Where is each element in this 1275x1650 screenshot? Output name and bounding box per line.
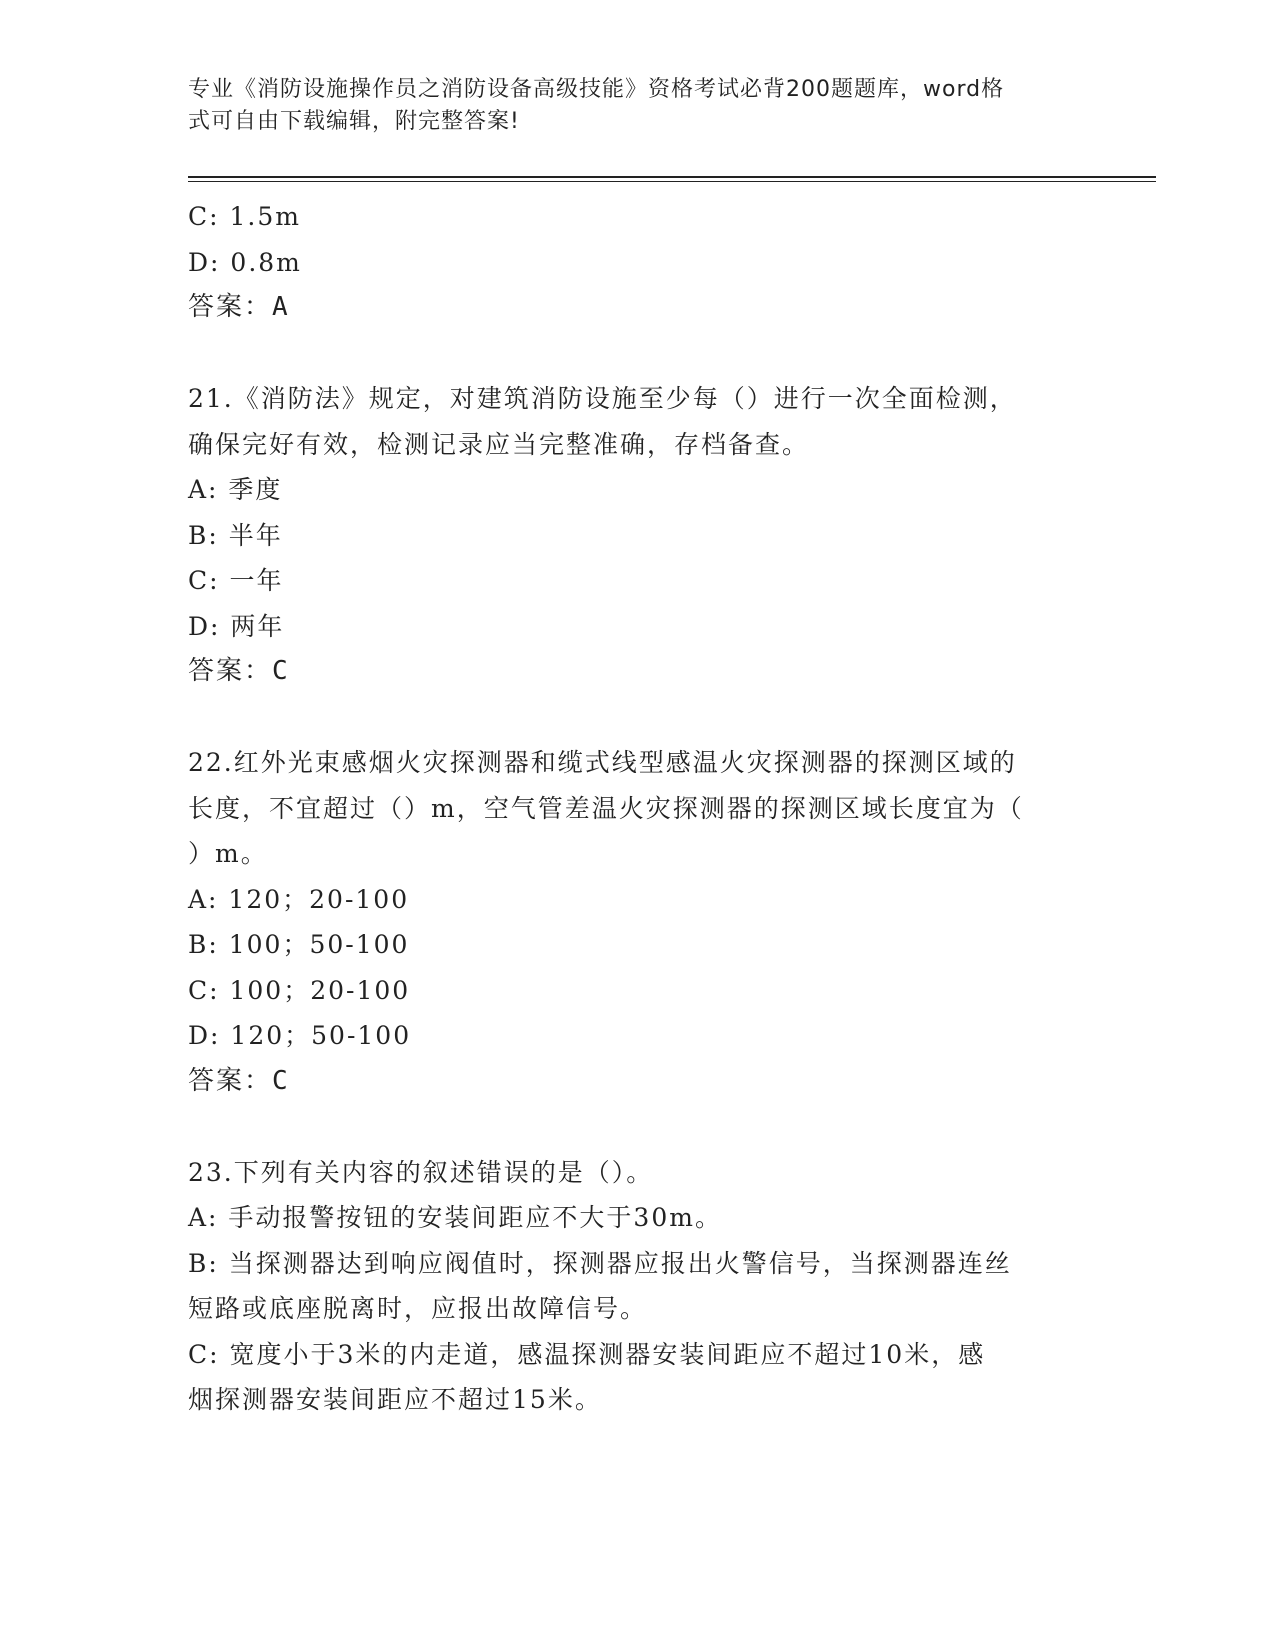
header-line-2: 式可自由下载编辑，附完整答案! — [188, 109, 520, 134]
option-b-continued: 短路或底座脱离时，应报出故障信号。 — [188, 1294, 648, 1323]
question-23 — [188, 1150, 1088, 1423]
option-c: C: 一年 — [188, 566, 284, 595]
page-header — [188, 74, 1068, 138]
question-stem: 21.《消防法》规定，对建筑消防设施至少每（）进行一次全面检测， — [188, 384, 1017, 413]
option-b: B: 当探测器达到响应阀值时，探测器应报出火警信号，当探测器连丝 — [188, 1248, 1012, 1278]
option-c: C: 1.5m — [188, 202, 301, 231]
header-line-1: 专业《消防设施操作员之消防设备高级技能》资格考试必背200题题库，word格 — [188, 77, 1005, 102]
question-21 — [188, 376, 1088, 695]
option-a: A: 120；20-100 — [188, 884, 410, 914]
answer-line: 答案：A — [188, 292, 290, 322]
answer-line: 答案：C — [188, 656, 290, 686]
question-stem: ）m。 — [188, 839, 268, 868]
option-a: A: 手动报警按钮的安装间距应不大于30m。 — [188, 1203, 722, 1232]
question-stem: 确保完好有效，检测记录应当完整准确，存档备查。 — [188, 429, 810, 459]
document-body — [188, 194, 1088, 1423]
option-c: C: 宽度小于3米的内走道，感温探测器安装间距应不超过10米，感 — [188, 1339, 986, 1369]
option-a: A: 季度 — [188, 475, 283, 504]
spacer — [188, 331, 1088, 377]
question-22 — [188, 740, 1088, 1104]
option-c: C: 100；20-100 — [188, 975, 411, 1005]
option-b: B: 100；50-100 — [188, 930, 410, 959]
option-d: D: 两年 — [188, 611, 285, 641]
answer-line: 答案：C — [188, 1065, 290, 1096]
option-d: D: 0.8m — [188, 247, 302, 277]
spacer — [188, 1104, 1088, 1150]
option-b: B: 半年 — [188, 520, 283, 550]
question-stem: 23.下列有关内容的叙述错误的是（）。 — [188, 1157, 654, 1187]
option-d: D: 120；50-100 — [188, 1021, 412, 1050]
option-c-continued: 烟探测器安装间距应不超过15米。 — [188, 1385, 602, 1414]
spacer — [188, 695, 1088, 741]
question-stem: 长度，不宜超过（）m，空气管差温火灾探测器的探测区域长度宜为（ — [188, 793, 1024, 823]
prev-question-tail — [188, 194, 1088, 331]
header-divider — [188, 176, 1156, 182]
question-stem: 22.红外光束感烟火灾探测器和缆式线型感温火灾探测器的探测区域的 — [188, 748, 1017, 777]
